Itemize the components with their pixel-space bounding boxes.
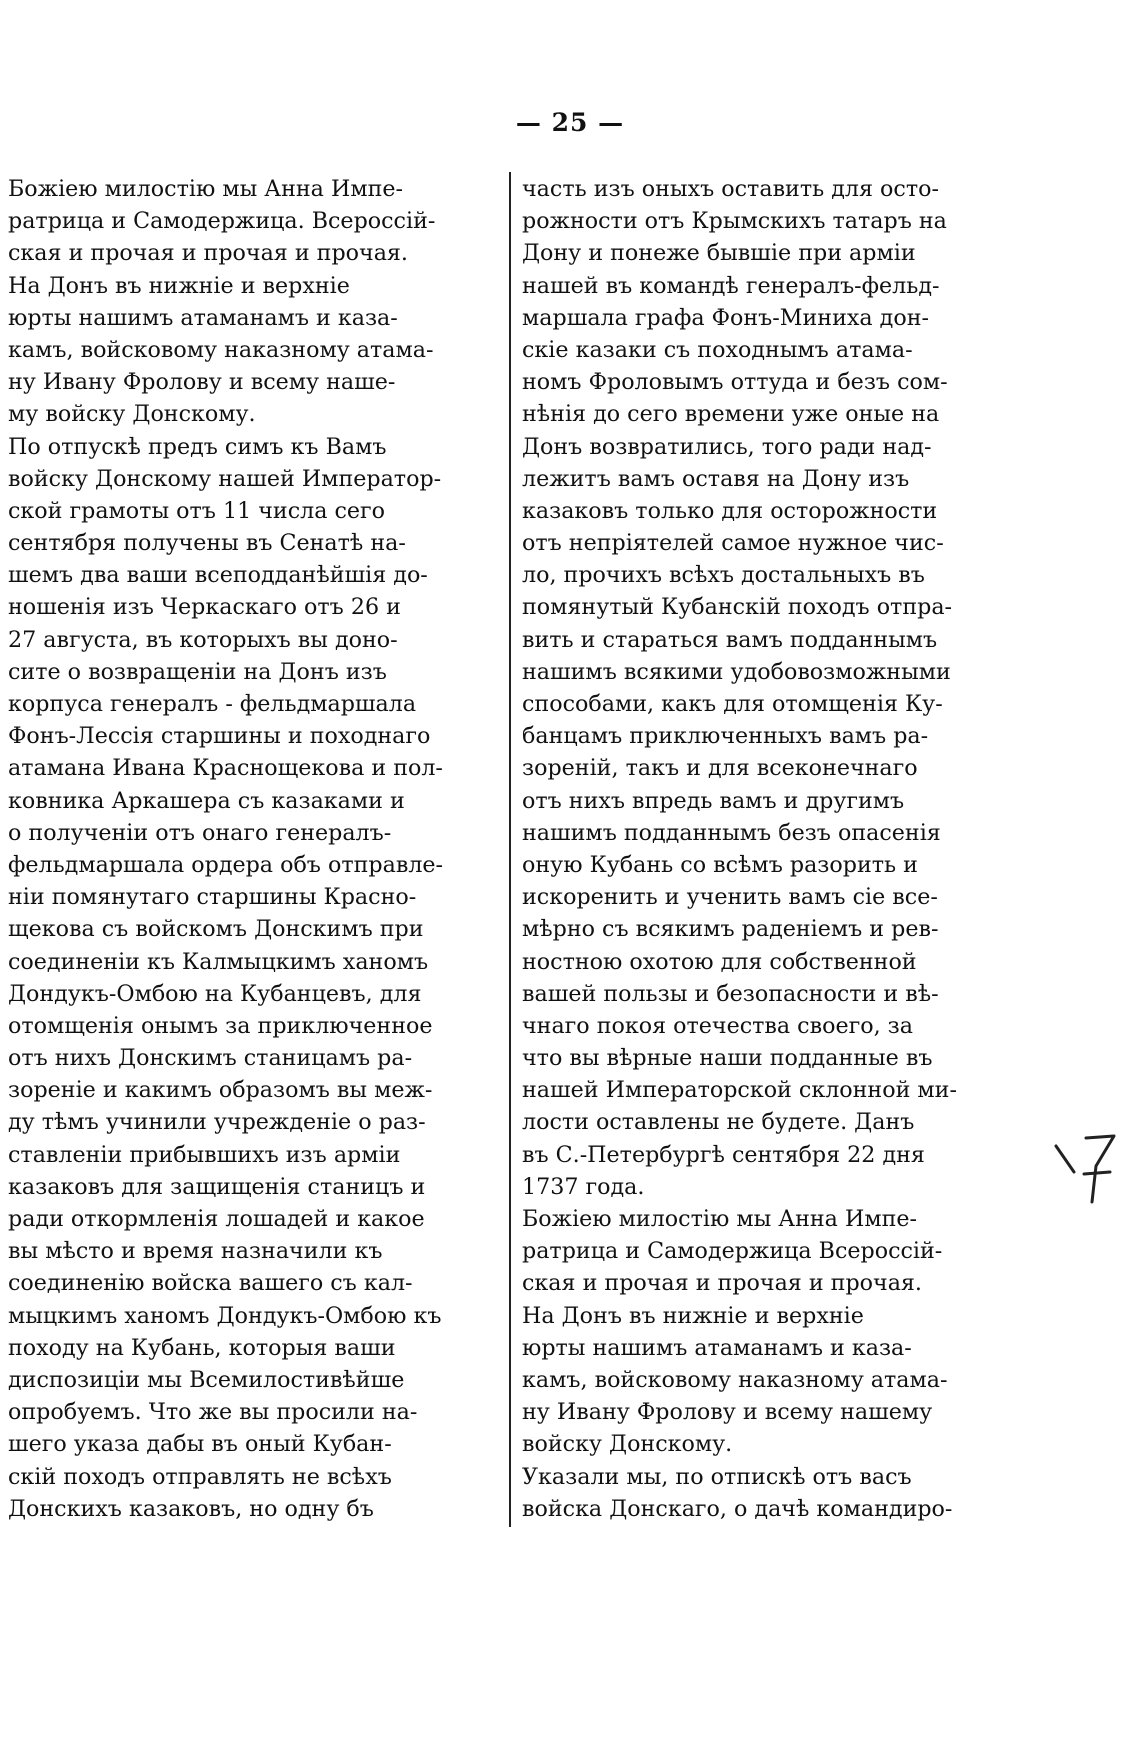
text-line: казаковъ для защищенiя станицъ и	[8, 1173, 426, 1200]
text-line: ратрица и Самодержица. Всероссiй-	[8, 208, 436, 235]
text-line: камъ, войсковому наказному атама-	[8, 336, 434, 363]
text-line: На Донъ въ нижнiе и верхнiе	[8, 272, 350, 299]
text-line: отъ нихъ Донскимъ станицамъ ра-	[8, 1045, 413, 1072]
text-line: зоренiй, такъ и для всеконечнаго	[522, 755, 918, 782]
text-line: что вы вѣрные наши подданные въ	[522, 1045, 933, 1072]
text-line: щекова съ войскомъ Донскимъ при	[8, 916, 424, 943]
text-line: мѣрно съ всякимъ раденiемъ и рев-	[522, 916, 939, 943]
text-line: ская и прочая и прочая и прочая.	[8, 240, 408, 267]
text-line: походу на Кубань, которыя ваши	[8, 1334, 396, 1361]
text-line: корпуса генералъ - фельдмаршала	[8, 691, 417, 717]
text-line: способами, какъ для отомщенiя Ку-	[522, 691, 943, 717]
text-line: юрты нашимъ атаманамъ и каза-	[8, 304, 398, 331]
text-line: казаковъ только для осторожности	[522, 497, 938, 524]
text-line: соединенiи къ Калмыцкимъ ханомъ	[8, 948, 429, 975]
text-line: шемъ два ваши всеподданѣйшiя до-	[8, 562, 428, 589]
text-line: ду тѣмъ учинили учрежденiе о раз-	[8, 1109, 426, 1136]
text-line: атамана Ивана Краснощекова и пол-	[8, 755, 443, 782]
text-line: отъ нихъ впредь вамъ и другимъ	[522, 787, 905, 814]
text-line: нѣнiя до сего времени уже оные на	[522, 401, 940, 428]
text-line: лежитъ вамъ оставя на Дону изъ	[522, 465, 910, 492]
text-line: сентября получены въ Сенатѣ на-	[8, 530, 406, 557]
text-line: нашимъ всякими удобовозможными	[522, 658, 951, 685]
text-line: въ С.-Петербургѣ сентября 22 дня	[522, 1141, 925, 1168]
text-line: искоренить и ученить вамъ сiе все-	[522, 884, 938, 911]
text-line: ратрица и Самодержица Всероссiй-	[522, 1238, 943, 1265]
text-line: На Донъ въ нижнiе и верхнiе	[522, 1302, 864, 1329]
text-line: помянутый Кубанскiй походъ отпра-	[522, 594, 953, 621]
text-line: По отпускѣ предъ симъ къ Вамъ	[8, 433, 387, 460]
text-line: нашей въ командѣ генералъ-фельд-	[522, 272, 940, 299]
text-line: соединенiю войска вашего съ кал-	[8, 1270, 413, 1297]
text-line: ношенiя изъ Черкаскаго отъ 26 и	[8, 594, 401, 621]
text-line: юрты нашимъ атаманамъ и каза-	[522, 1334, 912, 1361]
text-line: ской грамоты отъ 11 числа сего	[8, 497, 386, 524]
text-line: камъ, войсковому наказному атама-	[522, 1366, 948, 1393]
text-line: банцамъ приключенныхъ вамъ ра-	[522, 723, 929, 750]
text-line: нашей Императорской склонной ми-	[522, 1077, 957, 1104]
text-line: часть изъ оныхъ оставить для осто-	[522, 176, 939, 202]
text-line: лости оставлены не будете. Данъ	[522, 1109, 915, 1136]
text-line: опробуемъ. Что же вы просили на-	[8, 1399, 418, 1426]
text-line: войска Донскаго, о дачѣ командиро-	[522, 1495, 953, 1522]
text-line: ло, прочихъ всѣхъ достальныхъ въ	[522, 562, 925, 589]
text-line: фельдмаршала ордера объ отправле-	[8, 851, 444, 878]
page-number: — 25 —	[515, 108, 625, 137]
text-line: рожности отъ Крымскихъ татаръ на	[522, 208, 947, 235]
text-line: маршала графа Фонъ-Миниха дон-	[522, 304, 929, 331]
text-line: шего указа дабы въ оный Кубан-	[8, 1431, 392, 1458]
text-line: Божiею милостiю мы Анна Импе-	[8, 176, 403, 202]
text-line: ради откормленiя лошадей и какое	[8, 1206, 425, 1232]
text-line: отомщенiя онымъ за приключенное	[8, 1012, 433, 1039]
text-line: скiе казаки съ походнымъ атама-	[522, 336, 913, 363]
text-line: ская и прочая и прочая и прочая.	[522, 1270, 922, 1297]
text-line: 27 августа, въ которыхъ вы доно-	[8, 626, 398, 653]
text-line: ну Ивану Фролову и всему нашему	[522, 1399, 933, 1426]
text-line: Фонъ-Лессiя старшины и походнаго	[8, 723, 431, 750]
text-line: Указали мы, по отпискѣ отъ васъ	[522, 1463, 912, 1490]
text-line: му войску Донскому.	[8, 401, 256, 428]
margin-pencil-mark	[1052, 1128, 1128, 1208]
column-divider	[509, 172, 511, 1527]
text-line: отъ непрiятелей самое нужное чис-	[522, 530, 944, 557]
text-line: 1737 года.	[522, 1173, 645, 1200]
text-line: Божiею милостiю мы Анна Импе-	[522, 1206, 917, 1232]
text-line: ностною охотою для собственной	[522, 948, 917, 975]
text-line: нашимъ подданнымъ безъ опасенiя	[522, 819, 941, 846]
text-line: Дондукъ-Омбою на Кубанцевъ, для	[8, 980, 422, 1007]
text-line: Донъ возвратились, того ради над-	[522, 433, 932, 460]
text-line: нiи помянутаго старшины Красно-	[8, 884, 417, 911]
text-line: диспозицiи мы Всемилостивѣйше	[8, 1366, 405, 1393]
text-line: оную Кубань со всѣмъ разорить и	[522, 851, 918, 878]
text-line: мыцкимъ ханомъ Дондукъ-Омбою къ	[8, 1302, 442, 1329]
text-line: сите о возвращенiи на Донъ изъ	[8, 658, 387, 685]
text-line: войску Донскому нашей Император-	[8, 465, 442, 492]
text-line: Дону и понеже бывшiе при армiи	[522, 240, 916, 267]
text-line: ну Ивану Фролову и всему наше-	[8, 369, 396, 396]
left-column	[8, 173, 500, 1525]
text-line: чнаго покоя отечества своего, за	[522, 1012, 914, 1039]
text-line: вы мѣсто и время назначили къ	[8, 1238, 383, 1265]
text-line: о полученiи отъ онаго генералъ-	[8, 819, 392, 846]
text-line: зоренiе и какимъ образомъ вы меж-	[8, 1077, 433, 1104]
text-line: Донскихъ казаковъ, но одну бъ	[8, 1495, 374, 1522]
text-line: вить и стараться вамъ подданнымъ	[522, 626, 938, 653]
text-line: номъ Фроловымъ оттуда и безъ сом-	[522, 369, 948, 396]
right-column	[522, 173, 1018, 1525]
text-line: вашей пользы и безопасности и вѣ-	[522, 980, 939, 1007]
text-line: войску Донскому.	[522, 1431, 733, 1458]
text-line: ковника Аркашера съ казаками и	[8, 787, 405, 814]
text-line: скiй походъ отправлять не всѣхъ	[8, 1463, 392, 1490]
text-line: ставленiи прибывшихъ изъ армiи	[8, 1141, 401, 1168]
